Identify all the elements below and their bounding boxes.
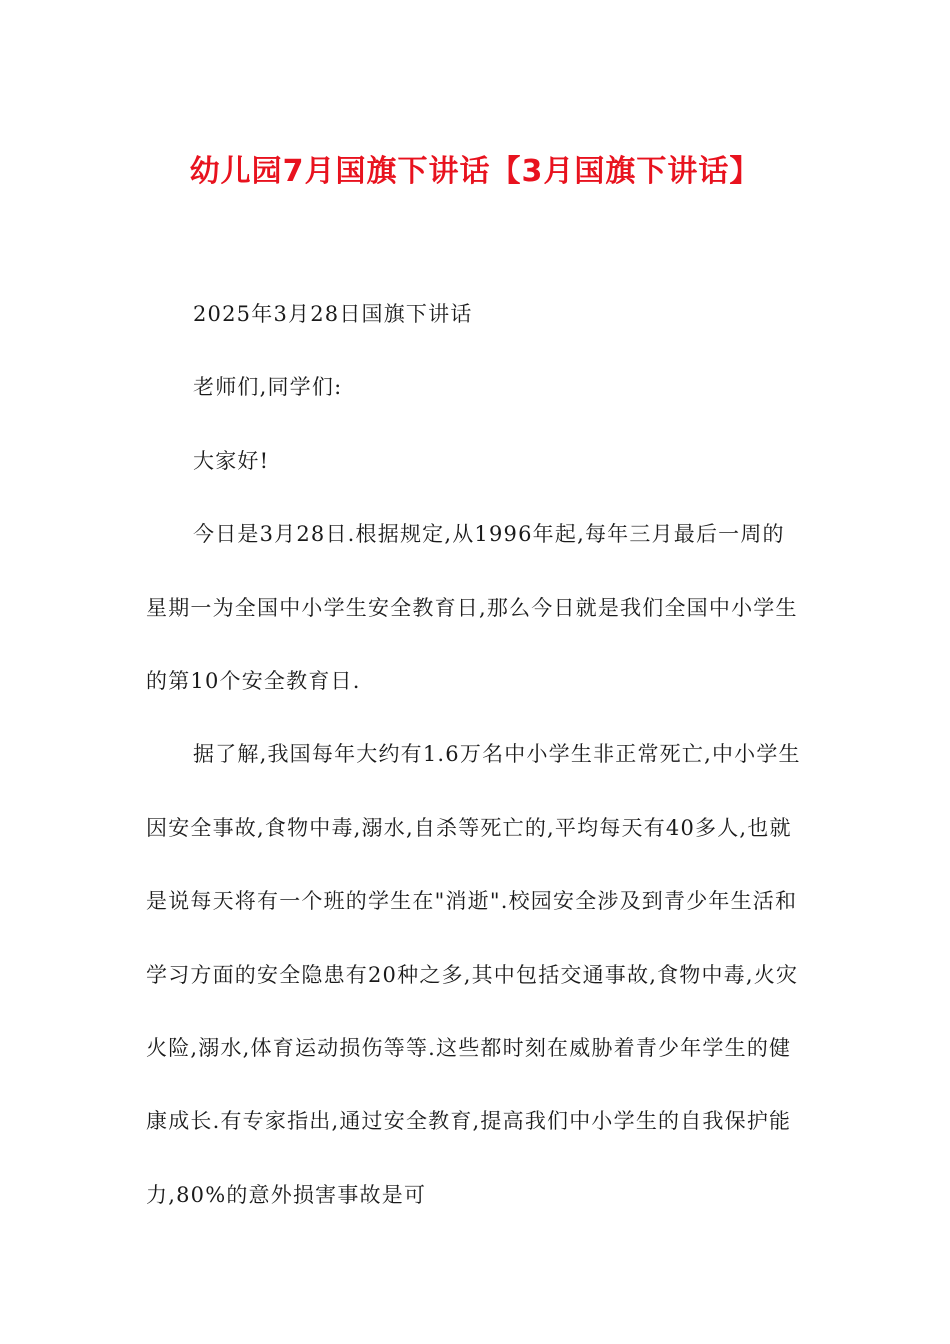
paragraph-date: 2025年3月28日国旗下讲话	[193, 302, 473, 326]
paragraph-intro: 今日是3月28日.根据规定,从1996年起,每年三月最后一周的星期一为全国中小学生安全教育日,那么今日就是我们全国中小学生的第10个安全教育日.	[146, 522, 798, 694]
document-body	[146, 278, 802, 1232]
paragraph-statistics: 据了解,我国每年大约有1.6万名中小学生非正常死亡,中小学生因安全事故,食物中毒,溺水,自杀等死亡的,平均每天有40多人,也就是说每天将有一个班的学生在"消逝".校园安全涉及到青少年生活和学习方面的安全隐患有20种之多,其中包括交通事故,食物中毒,火灾火险,溺水,体育运动损伤等等.这些都时刻在威胁着青少年学生的健康成长.有专家指出,通过安全教育,提高我们中小学生的自我保护能力,80%的意外损害事故是可	[146, 742, 801, 1207]
document-title: 幼儿园7月国旗下讲话【3月国旗下讲话】	[189, 154, 761, 189]
paragraph-greeting: 大家好!	[193, 448, 270, 473]
paragraph-salutation: 老师们,同学们:	[193, 375, 343, 400]
